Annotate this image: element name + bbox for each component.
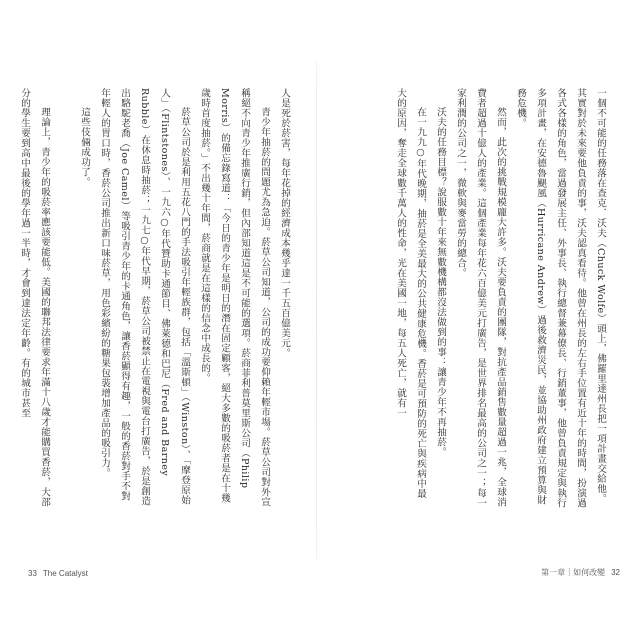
paragraph: 理論上，青少年的吸菸率應該要能低。美國的聯邦法律要求年滿十八歲才能購買香菸，大部分的學生要到高中最後的學年過一半時，才會到達法定年齡。有的城市甚至 [19, 88, 50, 508]
paragraph: 在一九九○年代晚期，抽菸是全美最大的公共健康危機。香菸是可預防的死亡與疾病中最大的原因，奪走全球數千萬人的性命，光在美國一地，每五人死亡，就有一 [395, 88, 426, 499]
chapter-label: 第一章 [541, 568, 566, 577]
paragraph: 這些伎倆成功了。 [79, 107, 90, 188]
left-page-footer [28, 569, 88, 578]
right-page [328, 48, 620, 590]
paragraph: 青少年抽菸的問題尤為急迫。菸草公司知道，公司的成功要仰賴年輕市場。菸草公司對外宣稱絕不向青少年推廣行銷，但內部知道這是不可能的選項。菸商菲利普莫里斯公司（Philip Morris）的備忘錄寫道：「今日的青少年是明日的潛在固定顧客，絕大多數的吸菸者是在十幾歲時首度抽菸。」不出幾十年間，菸商就是在這樣的信念中成長的。 [199, 88, 270, 508]
page-number: 32 [611, 568, 620, 577]
right-page-footer [541, 567, 620, 578]
paragraph: 沃夫的任務目標？說服數十年來無數機構都沒法做到的事：讓青少年不再抽菸。 [435, 107, 446, 458]
right-page-text [328, 88, 610, 508]
paragraph: 一個不可能的任務落在查克．沃夫（Chuck Wolfe）頭上，佛羅里達州長把一項計畫交給他。其實對於未來要他負責的事，沃夫認真看待。他曾在州長的左右手位置有近十年的時間，扮演過各式各樣的角色，當過發展主任、外事長、執行總督兼幕僚長、行銷董事，他曾負責規定與執行多項計畫，在安德魯颶風（Hurricane Andrew）過後救濟災民，並協助州政府建立預算與財務危機。 [515, 88, 606, 508]
paragraph: 人是死於菸害，每年花掉的經濟成本幾乎達一千五百億美元。 [279, 88, 290, 358]
paragraph: 菸草公司於是利用五花八門的手法吸引年輕族群，包括「溫斯頓」（Winston）、「摩登原始人」（Flintstones）、一九六○年代贊助卡通節目、佛萊德和巴尼（Fred and Barney Rubble）在休息時抽菸；一九七○年代早期，菸草公司被禁止在電視與電台打廣告，於是創造出駱駝老喬（Joe Camel）等吸引青少年的卡通角色，讓香菸顯得有趣，一般的香菸對手不對年輕人的胃口時，香菸公司推出新口味菸草，用色彩繽紛的糖果包裝增加產品的吸引力。 [99, 88, 190, 507]
book-gutter [316, 60, 317, 560]
left-page-text [19, 88, 294, 508]
chapter-divider: ｜ [565, 568, 574, 577]
book-spread [19, 48, 620, 590]
page-number: 33 [28, 569, 37, 578]
paragraph: 然而，此次的挑戰規模龐大許多。沃夫要負責的團隊，對抗產品銷售數量超過一兆，全球消費者超過十億人的產業。這個產業每年花六百億美元打廣告，是世界排名最高的公司之一；每一家利潤的公司之一，微軟與麥當勞的總合。 [455, 88, 506, 508]
running-head: The Catalyst [42, 569, 88, 578]
chapter-title: 如何改變 [573, 568, 606, 577]
left-page [19, 48, 308, 590]
